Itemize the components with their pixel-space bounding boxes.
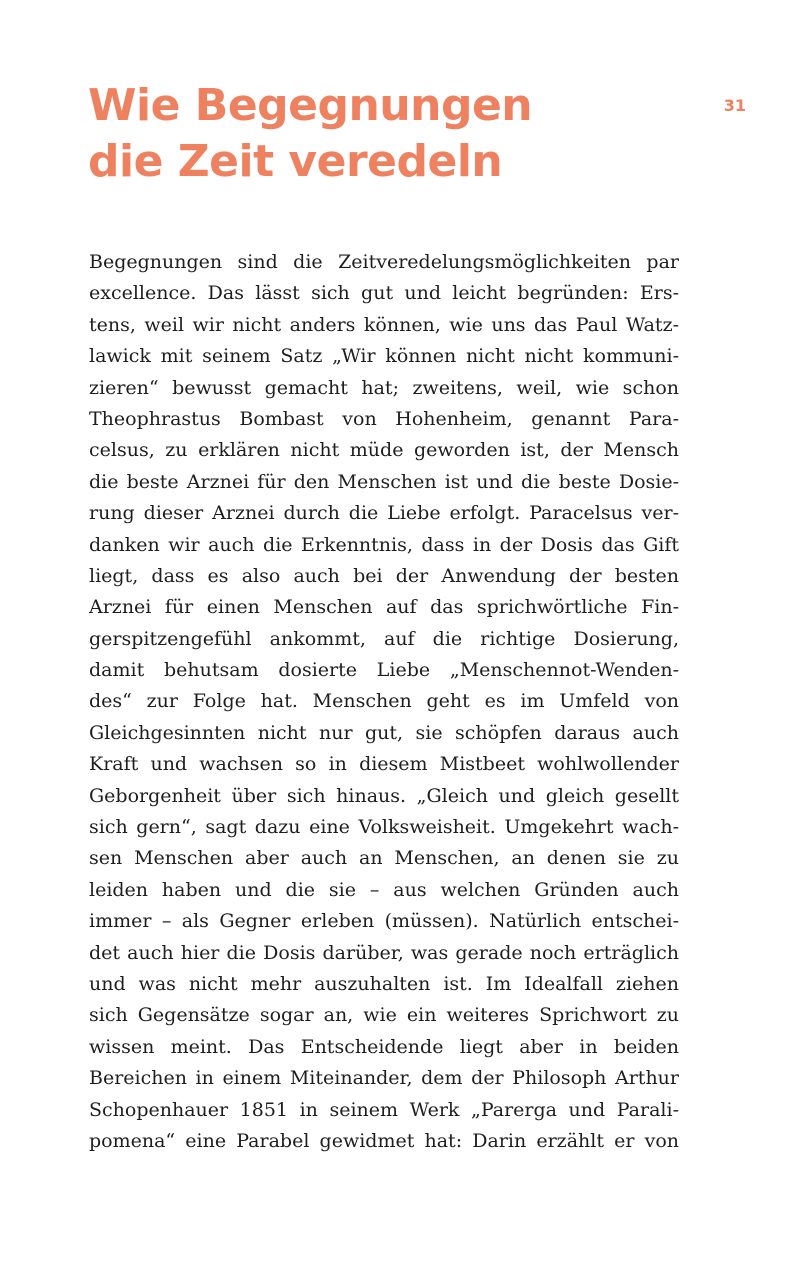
text-line: sich gern“, sagt dazu eine Volksweisheit. Umgekehrt wach- <box>89 816 679 839</box>
text-line: lawick mit seinem Satz „Wir können nicht nicht kommuni- <box>89 345 679 368</box>
text-line: Gleichgesinnten nicht nur gut, sie schöpfen daraus auch <box>89 721 679 744</box>
text-line: det auch hier die Dosis darüber, was gerade noch erträglich <box>89 941 679 964</box>
text-line: des“ zur Folge hat. Menschen geht es im Umfeld von <box>89 690 679 713</box>
text-line: Theophrastus Bombast von Hohenheim, genannt Para- <box>89 407 679 430</box>
chapter-title <box>88 78 648 190</box>
text-line: und was nicht mehr auszuhalten ist. Im Idealfall ziehen <box>89 972 679 995</box>
text-line: leiden haben und die sie – aus welchen Gründen auch <box>89 878 679 901</box>
text-line: Geborgenheit über sich hinaus. „Gleich und gleich gesellt <box>89 784 679 807</box>
text-line: danken wir auch die Erkenntnis, dass in der Dosis das Gift <box>89 533 679 556</box>
text-line: excellence. Das lässt sich gut und leicht begründen: Ers- <box>89 282 679 305</box>
text-line: damit behutsam dosierte Liebe „Menschennot-Wenden- <box>89 659 679 682</box>
text-line: sen Menschen aber auch an Menschen, an denen sie zu <box>89 847 679 870</box>
chapter-title-line-2: die Zeit veredeln <box>88 136 503 187</box>
text-line: Bereichen in einem Miteinander, dem der Philosoph Arthur <box>89 1067 679 1090</box>
text-line: die beste Arznei für den Menschen ist und die beste Dosie- <box>89 470 679 493</box>
body-paragraph <box>89 247 679 1157</box>
text-line: immer – als Gegner erleben (müssen). Natürlich entschei- <box>89 910 679 933</box>
text-line: Begegnungen sind die Zeitveredelungsmöglichkeiten par <box>89 251 679 273</box>
text-line: tens, weil wir nicht anders können, wie uns das Paul Watz- <box>89 313 679 336</box>
text-line: wissen meint. Das Entscheidende liegt aber in beiden <box>89 1035 679 1058</box>
text-line: zieren“ bewusst gemacht hat; zweitens, weil, wie schon <box>89 376 679 399</box>
text-line: Arznei für einen Menschen auf das sprichwörtliche Fin- <box>89 596 679 619</box>
text-line: celsus, zu erklären nicht müde geworden ist, der Mensch <box>89 439 679 462</box>
text-line: gerspitzengefühl ankommt, auf die richtige Dosierung, <box>89 627 679 650</box>
chapter-title-line-1: Wie Begegnungen <box>88 80 533 131</box>
text-line: pomena“ eine Parabel gewidmet hat: Darin erzählt er von <box>89 1129 679 1152</box>
text-line: rung dieser Arznei durch die Liebe erfolgt. Paracelsus ver- <box>89 502 679 525</box>
text-line: liegt, dass es also auch bei der Anwendung der besten <box>89 564 679 587</box>
text-line: Kraft und wachsen so in diesem Mistbeet wohlwollender <box>89 753 679 776</box>
text-line: Schopenhauer 1851 in seinem Werk „Parerga und Parali- <box>89 1098 679 1121</box>
page-number: 31 <box>723 96 746 115</box>
text-line: sich Gegensätze sogar an, wie ein weiteres Sprichwort zu <box>89 1004 679 1027</box>
